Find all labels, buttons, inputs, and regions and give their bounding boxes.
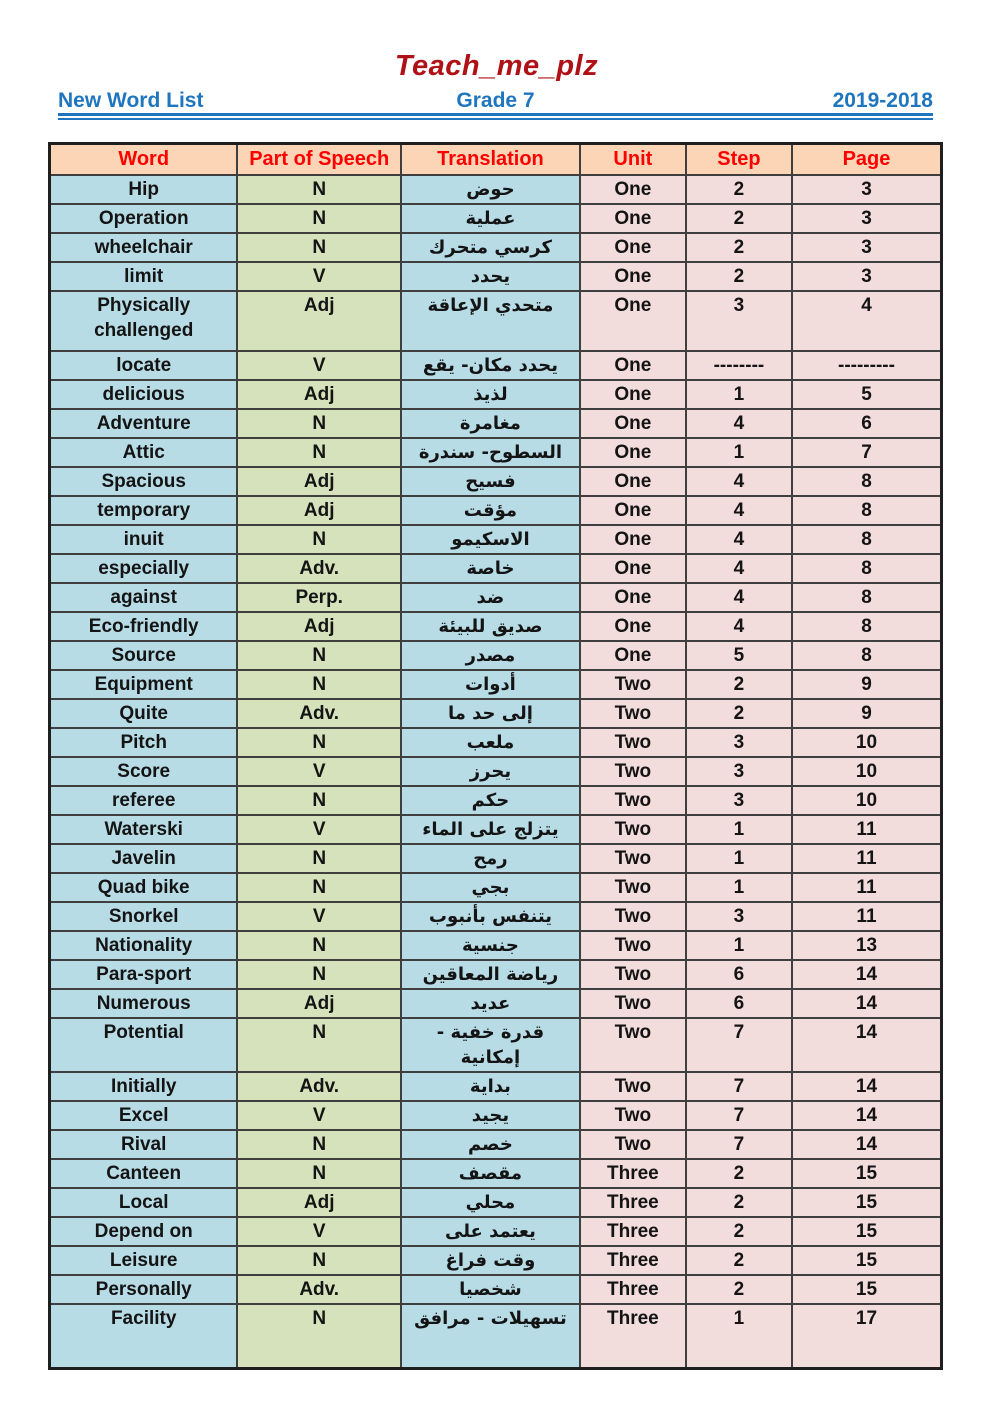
step-cell: 2 <box>686 670 792 699</box>
step-cell: 3 <box>686 291 792 351</box>
step-cell: 1 <box>686 815 792 844</box>
step-cell: 6 <box>686 960 792 989</box>
part-of-speech-cell: N <box>237 728 401 757</box>
page-cell: 4 <box>792 291 942 351</box>
part-of-speech-cell: N <box>237 1246 401 1275</box>
step-cell: 2 <box>686 1275 792 1304</box>
word-cell: Snorkel <box>50 902 238 931</box>
word-cell: Nationality <box>50 931 238 960</box>
table-row <box>50 757 942 786</box>
translation-cell: بجي <box>401 873 580 902</box>
table-row <box>50 409 942 438</box>
table-row <box>50 175 942 204</box>
table-row <box>50 291 942 351</box>
part-of-speech-cell: N <box>237 1304 401 1369</box>
word-cell: Para-sport <box>50 960 238 989</box>
part-of-speech-cell: Adj <box>237 467 401 496</box>
page-cell: 15 <box>792 1217 942 1246</box>
page-cell: 14 <box>792 1101 942 1130</box>
part-of-speech-cell: Adv. <box>237 1072 401 1101</box>
unit-cell: Two <box>580 1130 686 1159</box>
word-cell: Leisure <box>50 1246 238 1275</box>
unit-cell: Two <box>580 757 686 786</box>
step-cell: -------- <box>686 351 792 380</box>
part-of-speech-cell: Adv. <box>237 554 401 583</box>
part-of-speech-cell: N <box>237 175 401 204</box>
table-row <box>50 583 942 612</box>
part-of-speech-cell: N <box>237 873 401 902</box>
page-cell: 9 <box>792 699 942 728</box>
unit-cell: Two <box>580 873 686 902</box>
page-cell: 8 <box>792 641 942 670</box>
word-cell: Score <box>50 757 238 786</box>
translation-cell: كرسي متحرك <box>401 233 580 262</box>
word-cell: delicious <box>50 380 238 409</box>
step-cell: 2 <box>686 1246 792 1275</box>
unit-cell: Three <box>580 1304 686 1369</box>
step-cell: 7 <box>686 1018 792 1072</box>
word-list-table <box>48 142 943 1370</box>
translation-cell: وقت فراغ <box>401 1246 580 1275</box>
translation-cell: لذيذ <box>401 380 580 409</box>
word-cell: wheelchair <box>50 233 238 262</box>
translation-cell: محلي <box>401 1188 580 1217</box>
table-row <box>50 525 942 554</box>
step-cell: 1 <box>686 438 792 467</box>
step-cell: 4 <box>686 467 792 496</box>
part-of-speech-cell: Adj <box>237 291 401 351</box>
word-cell: Adventure <box>50 409 238 438</box>
unit-cell: Three <box>580 1188 686 1217</box>
part-of-speech-cell: N <box>237 844 401 873</box>
part-of-speech-cell: N <box>237 960 401 989</box>
page-cell: 6 <box>792 409 942 438</box>
step-cell: 5 <box>686 641 792 670</box>
page-cell: 8 <box>792 467 942 496</box>
unit-cell: One <box>580 409 686 438</box>
translation-cell: مصدر <box>401 641 580 670</box>
translation-cell: بداية <box>401 1072 580 1101</box>
unit-cell: Two <box>580 1101 686 1130</box>
step-cell: 2 <box>686 262 792 291</box>
page-cell: 17 <box>792 1304 942 1369</box>
word-cell: Pitch <box>50 728 238 757</box>
page-cell: 14 <box>792 989 942 1018</box>
word-cell: against <box>50 583 238 612</box>
step-cell: 4 <box>686 583 792 612</box>
part-of-speech-cell: Adj <box>237 989 401 1018</box>
translation-cell: متحدي الإعاقة <box>401 291 580 351</box>
step-cell: 7 <box>686 1101 792 1130</box>
part-of-speech-cell: N <box>237 641 401 670</box>
part-of-speech-cell: Adv. <box>237 1275 401 1304</box>
unit-cell: Two <box>580 931 686 960</box>
part-of-speech-cell: V <box>237 757 401 786</box>
translation-cell: عملية <box>401 204 580 233</box>
translation-cell: يحرز <box>401 757 580 786</box>
table-row <box>50 467 942 496</box>
page-cell: 11 <box>792 873 942 902</box>
unit-cell: One <box>580 467 686 496</box>
page-cell: 15 <box>792 1188 942 1217</box>
word-cell: Source <box>50 641 238 670</box>
translation-cell: قدرة خفية - إمكانية <box>401 1018 580 1072</box>
translation-cell: حوض <box>401 175 580 204</box>
unit-cell: Two <box>580 786 686 815</box>
page-cell: 8 <box>792 525 942 554</box>
step-cell: 4 <box>686 612 792 641</box>
word-cell: Waterski <box>50 815 238 844</box>
step-cell: 4 <box>686 525 792 554</box>
step-cell: 3 <box>686 728 792 757</box>
translation-cell: تسهيلات - مرافق <box>401 1304 580 1369</box>
translation-cell: شخصيا <box>401 1275 580 1304</box>
page-cell: 8 <box>792 496 942 525</box>
word-cell: referee <box>50 786 238 815</box>
step-cell: 3 <box>686 757 792 786</box>
word-cell: especially <box>50 554 238 583</box>
subheader <box>58 89 933 113</box>
word-cell: limit <box>50 262 238 291</box>
part-of-speech-cell: N <box>237 786 401 815</box>
word-cell: Eco-friendly <box>50 612 238 641</box>
step-cell: 2 <box>686 204 792 233</box>
page-cell: 10 <box>792 728 942 757</box>
table-row <box>50 1159 942 1188</box>
unit-cell: One <box>580 583 686 612</box>
step-cell: 7 <box>686 1072 792 1101</box>
part-of-speech-cell: N <box>237 931 401 960</box>
table-row <box>50 1188 942 1217</box>
translation-cell: ضد <box>401 583 580 612</box>
word-cell: Local <box>50 1188 238 1217</box>
unit-cell: Two <box>580 902 686 931</box>
subheader-underline <box>58 113 933 120</box>
table-row <box>50 612 942 641</box>
unit-cell: Two <box>580 815 686 844</box>
word-cell: Potential <box>50 1018 238 1072</box>
word-cell: locate <box>50 351 238 380</box>
part-of-speech-cell: N <box>237 204 401 233</box>
unit-cell: Three <box>580 1217 686 1246</box>
unit-cell: Two <box>580 960 686 989</box>
translation-cell: أدوات <box>401 670 580 699</box>
page-cell: 11 <box>792 844 942 873</box>
step-cell: 2 <box>686 699 792 728</box>
page-cell: 8 <box>792 583 942 612</box>
page-cell: 14 <box>792 960 942 989</box>
table-row <box>50 728 942 757</box>
translation-cell: صديق للبيئة <box>401 612 580 641</box>
unit-cell: One <box>580 496 686 525</box>
part-of-speech-cell: Perp. <box>237 583 401 612</box>
word-cell: Quite <box>50 699 238 728</box>
translation-cell: رياضة المعاقين <box>401 960 580 989</box>
step-cell: 1 <box>686 931 792 960</box>
translation-cell: جنسية <box>401 931 580 960</box>
unit-cell: One <box>580 554 686 583</box>
translation-cell: حكم <box>401 786 580 815</box>
page-cell: 11 <box>792 902 942 931</box>
table-row <box>50 641 942 670</box>
part-of-speech-cell: N <box>237 670 401 699</box>
word-cell: Numerous <box>50 989 238 1018</box>
part-of-speech-cell: N <box>237 233 401 262</box>
part-of-speech-cell: V <box>237 1217 401 1246</box>
table-row <box>50 1217 942 1246</box>
translation-cell: الاسكيمو <box>401 525 580 554</box>
unit-cell: One <box>580 380 686 409</box>
page-cell: 3 <box>792 233 942 262</box>
part-of-speech-cell: Adj <box>237 612 401 641</box>
column-header-unit: Unit <box>580 144 686 176</box>
page-cell: 3 <box>792 204 942 233</box>
part-of-speech-cell: Adj <box>237 496 401 525</box>
unit-cell: Three <box>580 1159 686 1188</box>
unit-cell: One <box>580 351 686 380</box>
unit-cell: Three <box>580 1275 686 1304</box>
unit-cell: Two <box>580 844 686 873</box>
page-cell: 10 <box>792 786 942 815</box>
part-of-speech-cell: V <box>237 262 401 291</box>
part-of-speech-cell: V <box>237 351 401 380</box>
part-of-speech-cell: N <box>237 409 401 438</box>
step-cell: 3 <box>686 786 792 815</box>
word-cell: Spacious <box>50 467 238 496</box>
unit-cell: One <box>580 204 686 233</box>
translation-cell: مؤقت <box>401 496 580 525</box>
translation-cell: يحدد مكان- يقع <box>401 351 580 380</box>
table-row <box>50 380 942 409</box>
table-row <box>50 496 942 525</box>
table-row <box>50 670 942 699</box>
table-row <box>50 902 942 931</box>
unit-cell: Two <box>580 989 686 1018</box>
word-cell: Operation <box>50 204 238 233</box>
word-cell: Canteen <box>50 1159 238 1188</box>
table-row <box>50 786 942 815</box>
table-row <box>50 1072 942 1101</box>
step-cell: 7 <box>686 1130 792 1159</box>
unit-cell: One <box>580 525 686 554</box>
table-row <box>50 262 942 291</box>
table-row <box>50 351 942 380</box>
page-cell: 15 <box>792 1246 942 1275</box>
page-cell: 13 <box>792 931 942 960</box>
unit-cell: Two <box>580 728 686 757</box>
table-row <box>50 873 942 902</box>
page-cell: 15 <box>792 1159 942 1188</box>
subheader-left: New Word List <box>58 89 204 112</box>
page-title: Teach_me_plz <box>394 50 599 82</box>
step-cell: 6 <box>686 989 792 1018</box>
unit-cell: One <box>580 233 686 262</box>
unit-cell: Two <box>580 670 686 699</box>
table-row <box>50 1101 942 1130</box>
word-cell: temporary <box>50 496 238 525</box>
unit-cell: One <box>580 175 686 204</box>
step-cell: 2 <box>686 1188 792 1217</box>
unit-cell: One <box>580 612 686 641</box>
page-cell: 10 <box>792 757 942 786</box>
word-cell: Equipment <box>50 670 238 699</box>
part-of-speech-cell: N <box>237 1159 401 1188</box>
table-row <box>50 844 942 873</box>
page-cell: 14 <box>792 1072 942 1101</box>
page-cell: 3 <box>792 175 942 204</box>
page-cell: 11 <box>792 815 942 844</box>
word-cell: Javelin <box>50 844 238 873</box>
translation-cell: يجيد <box>401 1101 580 1130</box>
table-row <box>50 1246 942 1275</box>
unit-cell: One <box>580 291 686 351</box>
translation-cell: عديد <box>401 989 580 1018</box>
part-of-speech-cell: N <box>237 438 401 467</box>
unit-cell: Two <box>580 1072 686 1101</box>
part-of-speech-cell: Adj <box>237 1188 401 1217</box>
word-cell: Personally <box>50 1275 238 1304</box>
page-cell: 3 <box>792 262 942 291</box>
part-of-speech-cell: V <box>237 1101 401 1130</box>
part-of-speech-cell: Adj <box>237 380 401 409</box>
unit-cell: Three <box>580 1246 686 1275</box>
step-cell: 1 <box>686 1304 792 1369</box>
word-cell: Initially <box>50 1072 238 1101</box>
step-cell: 4 <box>686 554 792 583</box>
step-cell: 3 <box>686 902 792 931</box>
subheader-right: 2019-2018 <box>832 89 933 112</box>
table-row <box>50 204 942 233</box>
table-row <box>50 1130 942 1159</box>
word-cell: Facility <box>50 1304 238 1369</box>
page-cell: --------- <box>792 351 942 380</box>
word-cell: Depend on <box>50 1217 238 1246</box>
translation-cell: خاصة <box>401 554 580 583</box>
table-row <box>50 1304 942 1369</box>
part-of-speech-cell: V <box>237 902 401 931</box>
page-cell: 8 <box>792 612 942 641</box>
word-cell: Rival <box>50 1130 238 1159</box>
translation-cell: مغامرة <box>401 409 580 438</box>
table-row <box>50 438 942 467</box>
word-cell: Attic <box>50 438 238 467</box>
unit-cell: One <box>580 438 686 467</box>
page-cell: 5 <box>792 380 942 409</box>
page-cell: 8 <box>792 554 942 583</box>
table-row <box>50 815 942 844</box>
table-row <box>50 233 942 262</box>
step-cell: 2 <box>686 1159 792 1188</box>
step-cell: 1 <box>686 873 792 902</box>
translation-cell: مقصف <box>401 1159 580 1188</box>
table-row <box>50 960 942 989</box>
part-of-speech-cell: V <box>237 815 401 844</box>
translation-cell: يتزلج على الماء <box>401 815 580 844</box>
translation-cell: يحدد <box>401 262 580 291</box>
column-header-translation: Translation <box>401 144 580 176</box>
unit-cell: Two <box>580 699 686 728</box>
step-cell: 1 <box>686 380 792 409</box>
subheader-center: Grade 7 <box>456 89 535 112</box>
table-row <box>50 931 942 960</box>
table-row <box>50 989 942 1018</box>
step-cell: 4 <box>686 409 792 438</box>
page-cell: 9 <box>792 670 942 699</box>
unit-cell: Two <box>580 1018 686 1072</box>
translation-cell: فسيح <box>401 467 580 496</box>
part-of-speech-cell: Adv. <box>237 699 401 728</box>
table-row <box>50 1275 942 1304</box>
step-cell: 2 <box>686 1217 792 1246</box>
translation-cell: السطوح- سندرة <box>401 438 580 467</box>
page-cell: 15 <box>792 1275 942 1304</box>
part-of-speech-cell: N <box>237 525 401 554</box>
page-cell: 14 <box>792 1018 942 1072</box>
page-cell: 7 <box>792 438 942 467</box>
column-header-page: Page <box>792 144 942 176</box>
unit-cell: One <box>580 262 686 291</box>
translation-cell: يعتمد على <box>401 1217 580 1246</box>
header-row <box>50 144 942 176</box>
translation-cell: خصم <box>401 1130 580 1159</box>
column-header-part-of-speech: Part of Speech <box>237 144 401 176</box>
word-cell: inuit <box>50 525 238 554</box>
page-cell: 14 <box>792 1130 942 1159</box>
unit-cell: One <box>580 641 686 670</box>
word-cell: Quad bike <box>50 873 238 902</box>
step-cell: 2 <box>686 175 792 204</box>
column-header-word: Word <box>50 144 238 176</box>
table-row <box>50 699 942 728</box>
step-cell: 1 <box>686 844 792 873</box>
translation-cell: رمح <box>401 844 580 873</box>
step-cell: 4 <box>686 496 792 525</box>
table-row <box>50 554 942 583</box>
translation-cell: إلى حد ما <box>401 699 580 728</box>
word-cell: Physically challenged <box>50 291 238 351</box>
translation-cell: ملعب <box>401 728 580 757</box>
column-header-step: Step <box>686 144 792 176</box>
translation-cell: يتنفس بأنبوب <box>401 902 580 931</box>
part-of-speech-cell: N <box>237 1018 401 1072</box>
step-cell: 2 <box>686 233 792 262</box>
part-of-speech-cell: N <box>237 1130 401 1159</box>
word-cell: Hip <box>50 175 238 204</box>
word-cell: Excel <box>50 1101 238 1130</box>
table-row <box>50 1018 942 1072</box>
